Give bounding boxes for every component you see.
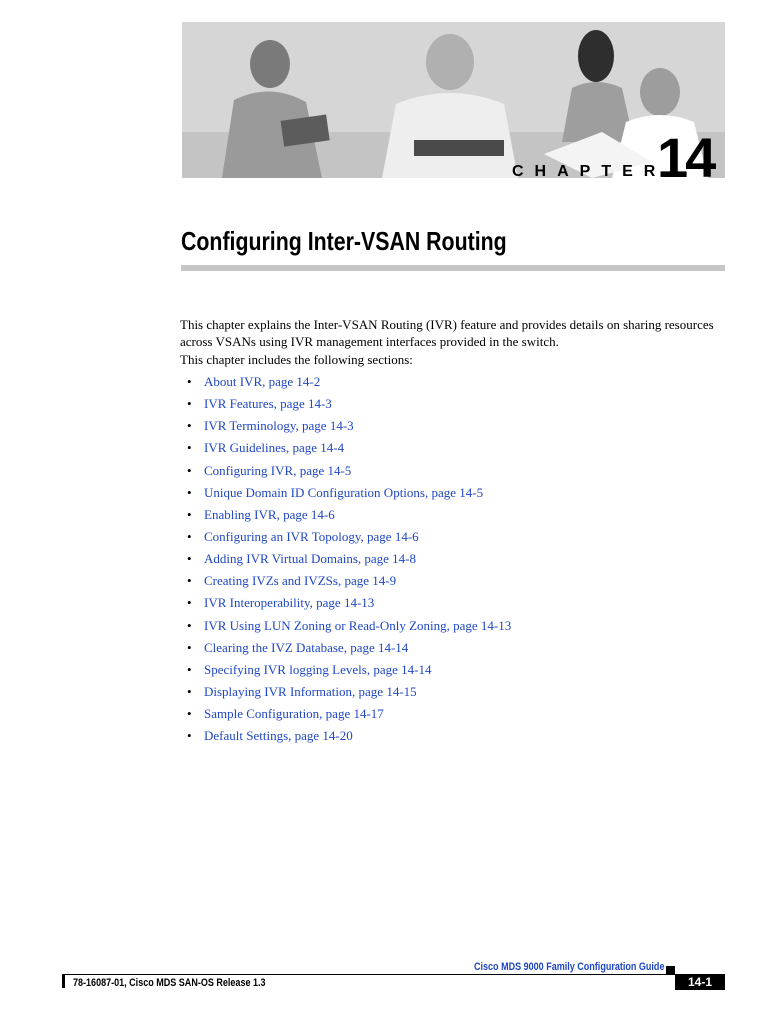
section-list bbox=[187, 373, 511, 749]
list-item bbox=[187, 705, 511, 727]
bullet: • bbox=[187, 506, 192, 522]
footer-rule bbox=[62, 974, 725, 975]
sections-intro: This chapter includes the following sections: bbox=[180, 352, 413, 367]
list-item bbox=[187, 639, 511, 661]
bullet: • bbox=[187, 683, 192, 699]
bullet: • bbox=[187, 617, 192, 633]
list-item bbox=[187, 484, 511, 506]
bullet: • bbox=[187, 396, 192, 412]
bullet: • bbox=[187, 462, 192, 478]
bullet: • bbox=[187, 484, 192, 500]
section-link[interactable]: IVR Interoperability, page 14-13 bbox=[204, 595, 375, 611]
section-link[interactable]: Default Settings, page 14-20 bbox=[204, 728, 353, 744]
section-link[interactable]: Unique Domain ID Configuration Options, page 14-5 bbox=[204, 484, 484, 500]
bullet: • bbox=[187, 728, 192, 744]
section-link[interactable]: Enabling IVR, page 14-6 bbox=[204, 506, 335, 522]
section-link[interactable]: Configuring IVR, page 14-5 bbox=[204, 462, 352, 478]
list-item bbox=[187, 506, 511, 528]
list-item bbox=[187, 373, 511, 395]
section-link[interactable]: Adding IVR Virtual Domains, page 14-8 bbox=[204, 551, 417, 567]
list-item bbox=[187, 727, 511, 749]
list-item bbox=[187, 528, 511, 550]
section-link[interactable]: Specifying IVR logging Levels, page 14-14 bbox=[204, 661, 432, 677]
list-item bbox=[187, 683, 511, 705]
section-link[interactable]: Configuring an IVR Topology, page 14-6 bbox=[204, 528, 419, 544]
list-item bbox=[187, 617, 511, 639]
list-item bbox=[187, 661, 511, 683]
bullet: • bbox=[187, 706, 192, 722]
page-number: 14-1 bbox=[687, 975, 713, 989]
section-link[interactable]: Creating IVZs and IVZSs, page 14-9 bbox=[204, 573, 397, 589]
chapter-label: CHAPTER bbox=[512, 163, 667, 180]
bullet: • bbox=[187, 418, 192, 434]
bullet: • bbox=[187, 595, 192, 611]
list-item bbox=[187, 572, 511, 594]
section-link[interactable]: IVR Guidelines, page 14-4 bbox=[204, 440, 345, 456]
section-link[interactable]: IVR Using LUN Zoning or Read-Only Zoning, page 14-13 bbox=[204, 617, 512, 633]
page-number-badge bbox=[675, 974, 725, 990]
footer-release-info: 78-16087-01, Cisco MDS SAN-OS Release 1.3 bbox=[73, 977, 266, 989]
chapter-number: 14 bbox=[657, 126, 714, 189]
bullet: • bbox=[187, 661, 192, 677]
section-link[interactable]: Displaying IVR Information, page 14-15 bbox=[204, 683, 417, 699]
bullet: • bbox=[187, 440, 192, 456]
bullet: • bbox=[187, 374, 192, 389]
list-item bbox=[187, 462, 511, 484]
list-item bbox=[187, 594, 511, 616]
page-title: Configuring Inter-VSAN Routing bbox=[181, 226, 507, 256]
list-item bbox=[187, 439, 511, 461]
bullet: • bbox=[187, 528, 192, 544]
list-item bbox=[187, 550, 511, 572]
section-link[interactable]: IVR Terminology, page 14-3 bbox=[204, 418, 354, 434]
chapter-banner-photo bbox=[182, 22, 725, 178]
footer-rule-tick bbox=[62, 974, 65, 988]
list-item bbox=[187, 395, 511, 417]
footer-guide-title[interactable]: Cisco MDS 9000 Family Configuration Guide bbox=[474, 961, 665, 973]
section-link[interactable]: Clearing the IVZ Database, page 14-14 bbox=[204, 639, 409, 655]
bullet: • bbox=[187, 639, 192, 655]
title-rule bbox=[181, 265, 725, 271]
list-item bbox=[187, 417, 511, 439]
section-link[interactable]: About IVR, page 14-2 bbox=[204, 374, 321, 389]
bullet: • bbox=[187, 573, 192, 589]
intro-paragraph: This chapter explains the Inter-VSAN Routing (IVR) feature and provides details on sharing resources across VSANs using IVR management interfaces provided in the switch. bbox=[180, 317, 714, 349]
section-link[interactable]: Sample Configuration, page 14-17 bbox=[204, 706, 384, 722]
section-link[interactable]: IVR Features, page 14-3 bbox=[204, 396, 332, 412]
bullet: • bbox=[187, 551, 192, 567]
